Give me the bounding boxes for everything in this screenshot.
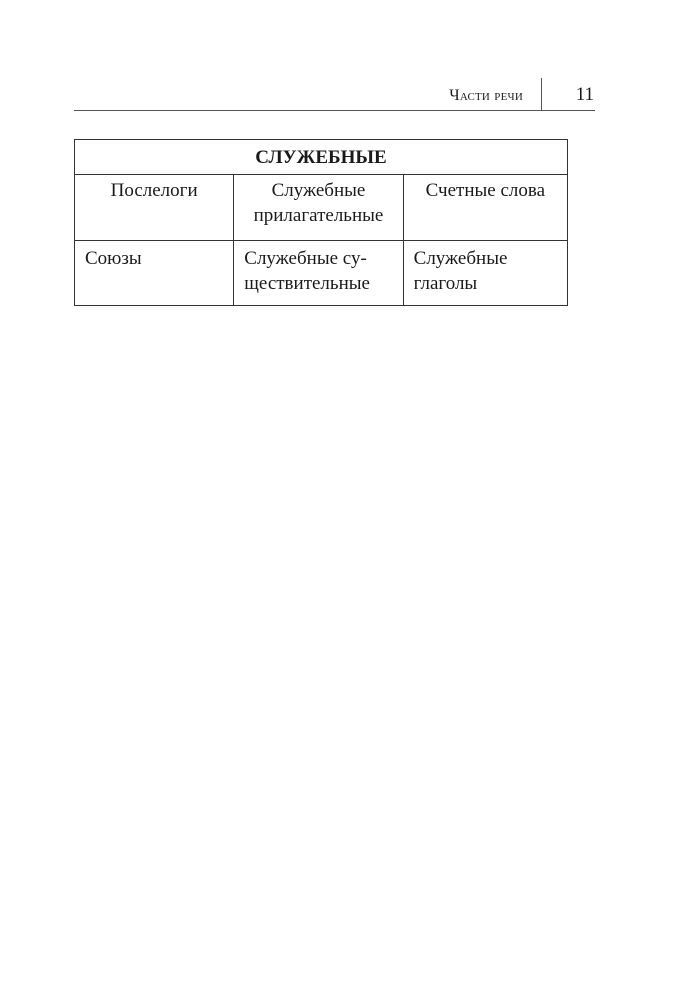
table-cell: Счетные слова	[403, 175, 567, 241]
table-cell: Служебные су- ществительные	[234, 241, 403, 306]
parts-of-speech-table	[74, 139, 568, 306]
table-cell: Послелоги	[75, 175, 234, 241]
header-divider	[541, 78, 542, 110]
table-cell: Союзы	[75, 241, 234, 306]
table-row	[75, 241, 568, 306]
table-row	[75, 175, 568, 241]
table-cell: Служебные глаголы	[403, 241, 567, 306]
table-cell: Служебные прилагательные	[234, 175, 403, 241]
running-title: Части речи	[449, 87, 523, 104]
table-title-row	[75, 140, 568, 175]
table-title: СЛУЖЕБНЫЕ	[75, 140, 568, 175]
running-header	[74, 78, 595, 111]
page-number: 11	[575, 84, 594, 105]
